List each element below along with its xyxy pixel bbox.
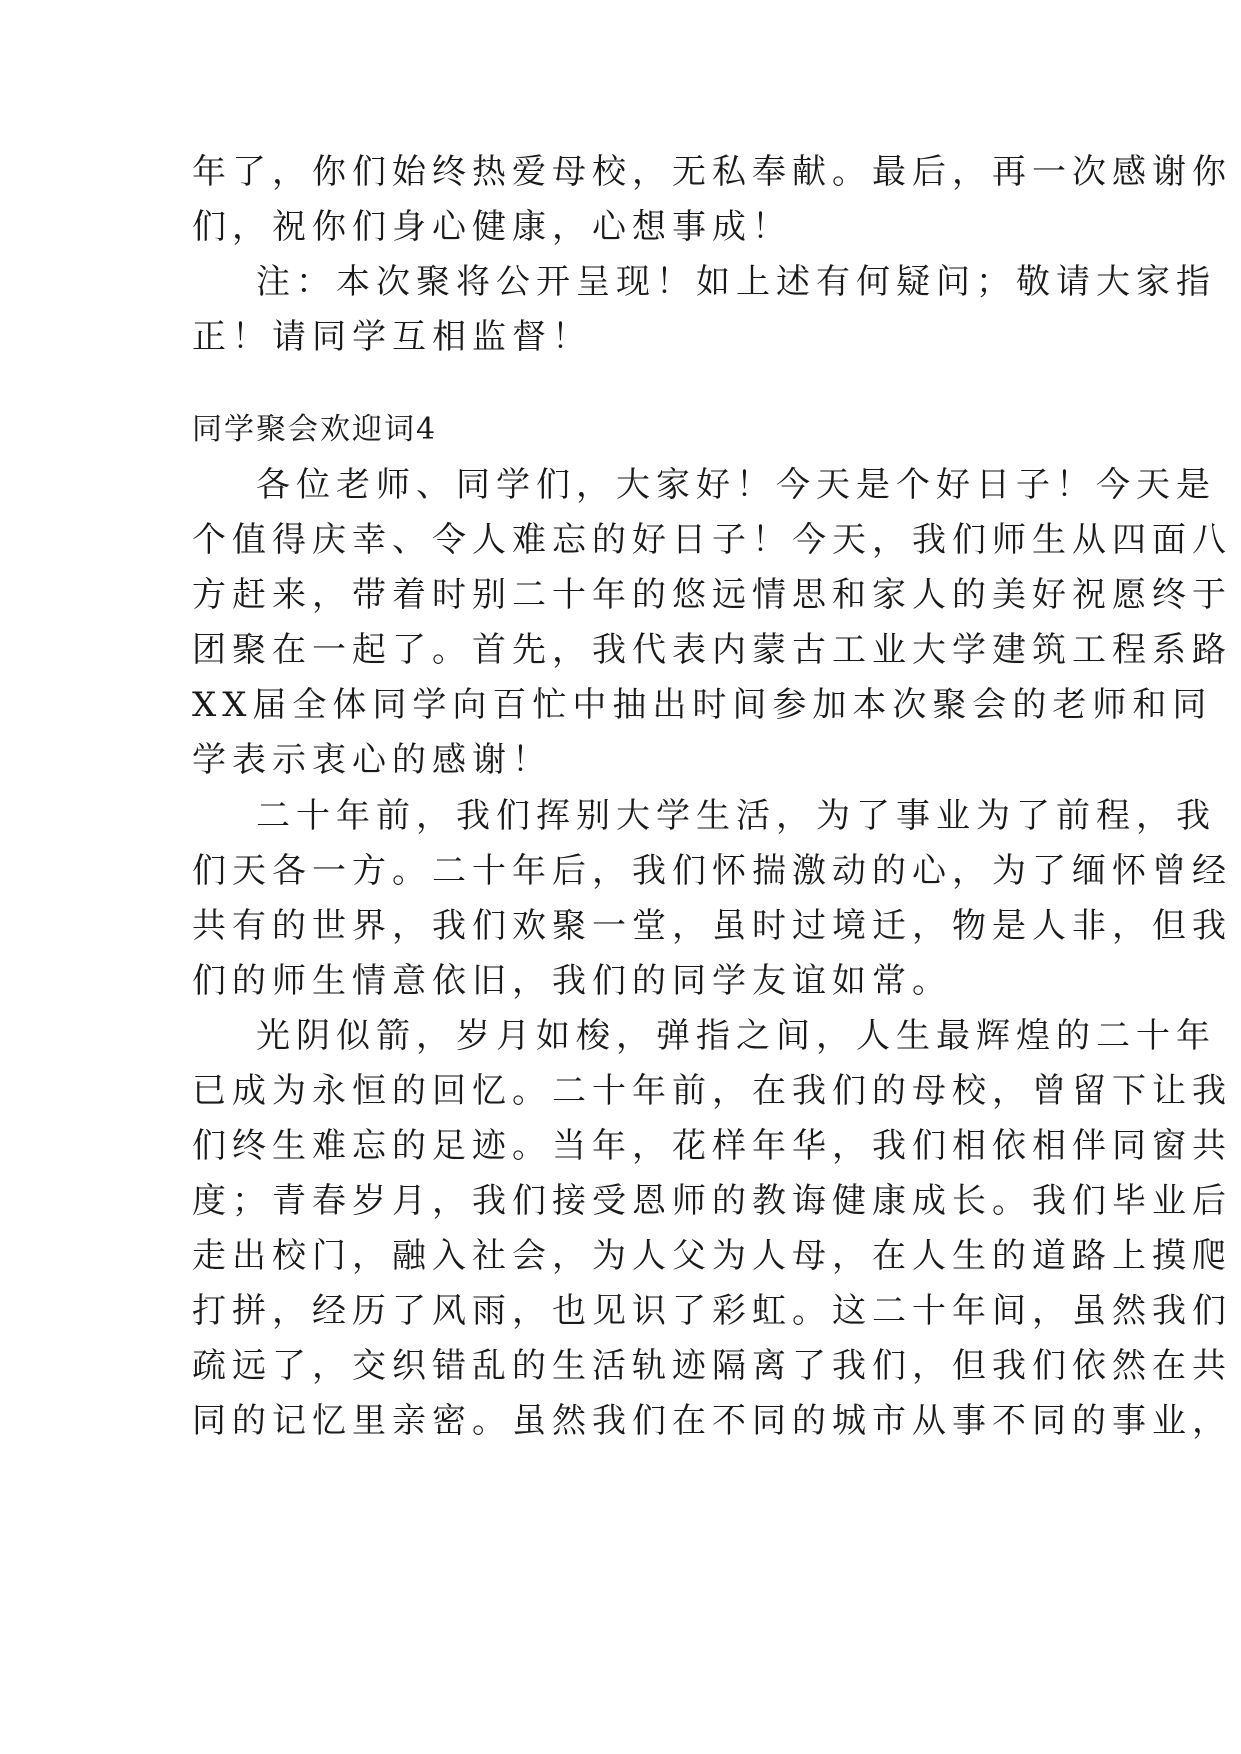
paragraph-3-line-1: 二十年前，我们挥别大学生活，为了事业为了前程，我 — [256, 796, 1216, 836]
paragraph-2-line-4: 团聚在一起了。首先，我代表内蒙古工业大学建筑工程系路 — [192, 630, 1232, 670]
paragraph-2-line-1: 各位老师、同学们，大家好！今天是个好日子！今天是 — [256, 465, 1216, 505]
paragraph-4-line-4: 度；青春岁月，我们接受恩师的教诲健康成长。我们毕业后 — [192, 1181, 1232, 1221]
paragraph-3-line-2: 们天各一方。二十年后，我们怀揣激动的心，为了缅怀曾经 — [192, 851, 1232, 891]
paragraph-2-line-3: 方赶来，带着时别二十年的悠远情思和家人的美好祝愿终于 — [192, 575, 1232, 615]
note-line-2: 正！请同学互相监督！ — [192, 317, 592, 357]
paragraph-4-line-2: 已成为永恒的回忆。二十年前，在我们的母校，曾留下让我 — [192, 1071, 1232, 1111]
paragraph-4-line-6: 打拼，经历了风雨，也见识了彩虹。这二十年间，虽然我们 — [192, 1291, 1232, 1331]
section-heading: 同学聚会欢迎词4 — [192, 412, 438, 447]
paragraph-4-line-8: 同的记忆里亲密。虽然我们在不同的城市从事不同的事业， — [192, 1401, 1232, 1441]
paragraph-4-line-1: 光阴似箭，岁月如梭，弹指之间，人生最辉煌的二十年 — [256, 1016, 1216, 1056]
paragraph-3-line-4: 们的师生情意依旧，我们的同学友谊如常。 — [192, 961, 952, 1001]
note-line-1: 注：本次聚将公开呈现！如上述有何疑问；敬请大家指 — [256, 262, 1216, 302]
paragraph-2-line-5: XX届全体同学向百忙中抽出时间参加本次聚会的老师和同 — [192, 685, 1213, 725]
paragraph-1-line-2: 们，祝你们身心健康，心想事成！ — [192, 207, 792, 247]
paragraph-1-line-1: 年了，你们始终热爱母校，无私奉献。最后，再一次感谢你 — [192, 152, 1232, 192]
paragraph-3-line-3: 共有的世界，我们欢聚一堂，虽时过境迁，物是人非，但我 — [192, 906, 1232, 946]
paragraph-2-line-6: 学表示衷心的感谢！ — [192, 740, 552, 780]
paragraph-4-line-5: 走出校门，融入社会，为人父为人母，在人生的道路上摸爬 — [192, 1236, 1232, 1276]
paragraph-4-line-3: 们终生难忘的足迹。当年，花样年华，我们相依相伴同窗共 — [192, 1126, 1232, 1166]
paragraph-2-line-2: 个值得庆幸、令人难忘的好日子！今天，我们师生从四面八 — [192, 520, 1232, 560]
paragraph-4-line-7: 疏远了，交织错乱的生活轨迹隔离了我们，但我们依然在共 — [192, 1346, 1232, 1386]
